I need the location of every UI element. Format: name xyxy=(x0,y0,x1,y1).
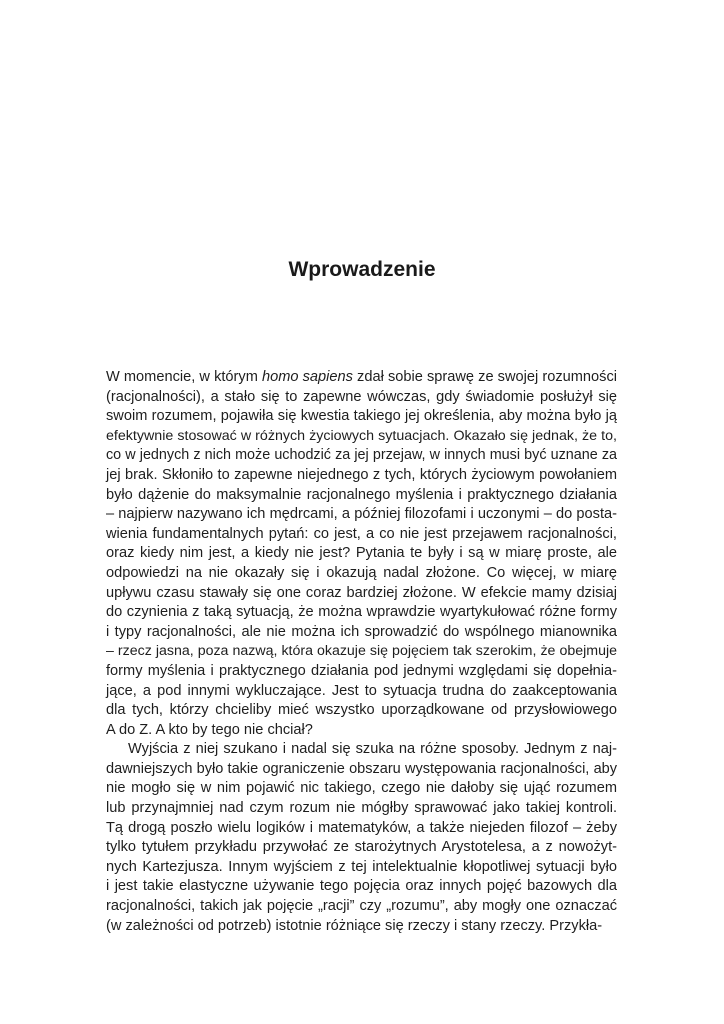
paragraph xyxy=(106,368,617,740)
text-line: – najpierw nazywano ich mędrcami, a później filozofami i uczonymi – do posta- xyxy=(106,506,617,523)
text-line: (racjonalności), a stało się to zapewne wówczas, gdy świadomie posłużył się xyxy=(106,388,617,405)
text-line: do czynienia z taką sytuacją, że można wprawdzie wyartykułować różne formy xyxy=(106,604,617,621)
text-line: efektywnie stosować w różnych życiowych sytuacjach. Okazało się jednak, że to, xyxy=(106,427,617,444)
italic-term: homo sapiens xyxy=(261,369,353,385)
paragraph xyxy=(106,740,617,936)
text-line: tylko tytułem przykładu przywołać ze starożytnych Arystotelesa, a z nowożyt- xyxy=(106,839,617,856)
text-line: wienia fundamentalnych pytań: co jest, a co nie jest przejawem racjonalności, xyxy=(106,525,617,542)
text-line: jące, a pod innymi wykluczające. Jest to sytuacja trudna do zaakceptowania xyxy=(106,682,617,699)
text-line: formy myślenia i praktycznego działania pod jednymi względami się dopełnia- xyxy=(106,662,617,679)
text-line: Wyjścia z niej szukano i nadal się szuka na różne sposoby. Jednym z naj- xyxy=(128,741,617,758)
text-line: dawniejszych było takie ograniczenie obszaru występowania racjonalności, aby xyxy=(106,760,617,777)
body-text xyxy=(106,368,617,936)
text-line: lub przynajmniej nad czym rozum nie mógłby sprawować jako takiej kontroli. xyxy=(106,800,617,817)
text-line: upływu czasu stawały się one coraz bardziej złożone. W efekcie mamy dzisiaj xyxy=(106,584,617,601)
text-line: nych Kartezjusza. Innym wyjściem z tej intelektualnie kłopotliwej sytuacji było xyxy=(106,858,617,875)
text-line: W momencie, w którym homo sapiens zdał sobie sprawę ze swojej rozumności xyxy=(106,369,617,385)
text-line: jej brak. Skłoniło to zapewne niejednego z tych, których życiowym powołaniem xyxy=(106,466,617,483)
text-line: racjonalności, takich jak pojęcie „racji” czy „rozumu”, aby mogły one oznaczać xyxy=(106,898,617,915)
text-line: było dążenie do maksymalnie racjonalnego myślenia i praktycznego działania xyxy=(106,486,617,503)
text-line: i typy racjonalności, ale nie można ich sprowadzić do wspólnego mianownika xyxy=(106,623,617,640)
text-line: A do Z. A kto by tego nie chciał? xyxy=(106,721,313,738)
text-line: nie mogło się w nim pojawić nic takiego, czego nie dałoby się ująć rozumem xyxy=(106,780,617,797)
text-line: co w jednych z nich może uchodzić za jej przejaw, w innych musi być uznane za xyxy=(106,447,617,464)
text-line: odpowiedzi na nie okazały się i okazują nadal złożone. Co więcej, w miarę xyxy=(106,564,617,581)
text-line: swoim rozumem, pojawiła się kwestia takiego jej określenia, aby można było ją xyxy=(106,408,617,425)
text-line: (w zależności od potrzeb) istotnie różniące się rzeczy i stany rzeczy. Przykła- xyxy=(106,917,603,934)
text-line: – rzecz jasna, poza nazwą, która okazuje się pojęciem tak szerokim, że obejmuje xyxy=(106,643,617,660)
chapter-title: Wprowadzenie xyxy=(288,258,436,281)
text-line: Tą drogą poszło wielu logików i matematyków, a także niejeden filozof – żeby xyxy=(106,819,617,836)
text-line: i jest takie elastyczne używanie tego pojęcia oraz innych pojęć bazowych dla xyxy=(106,878,617,895)
text-line: oraz kiedy nim jest, a kiedy nie jest? Pytania te były i są w miarę proste, ale xyxy=(106,545,617,562)
text-line: dla tych, którzy chcieliby mieć wszystko uporządkowane od przysłowiowego xyxy=(106,702,617,719)
